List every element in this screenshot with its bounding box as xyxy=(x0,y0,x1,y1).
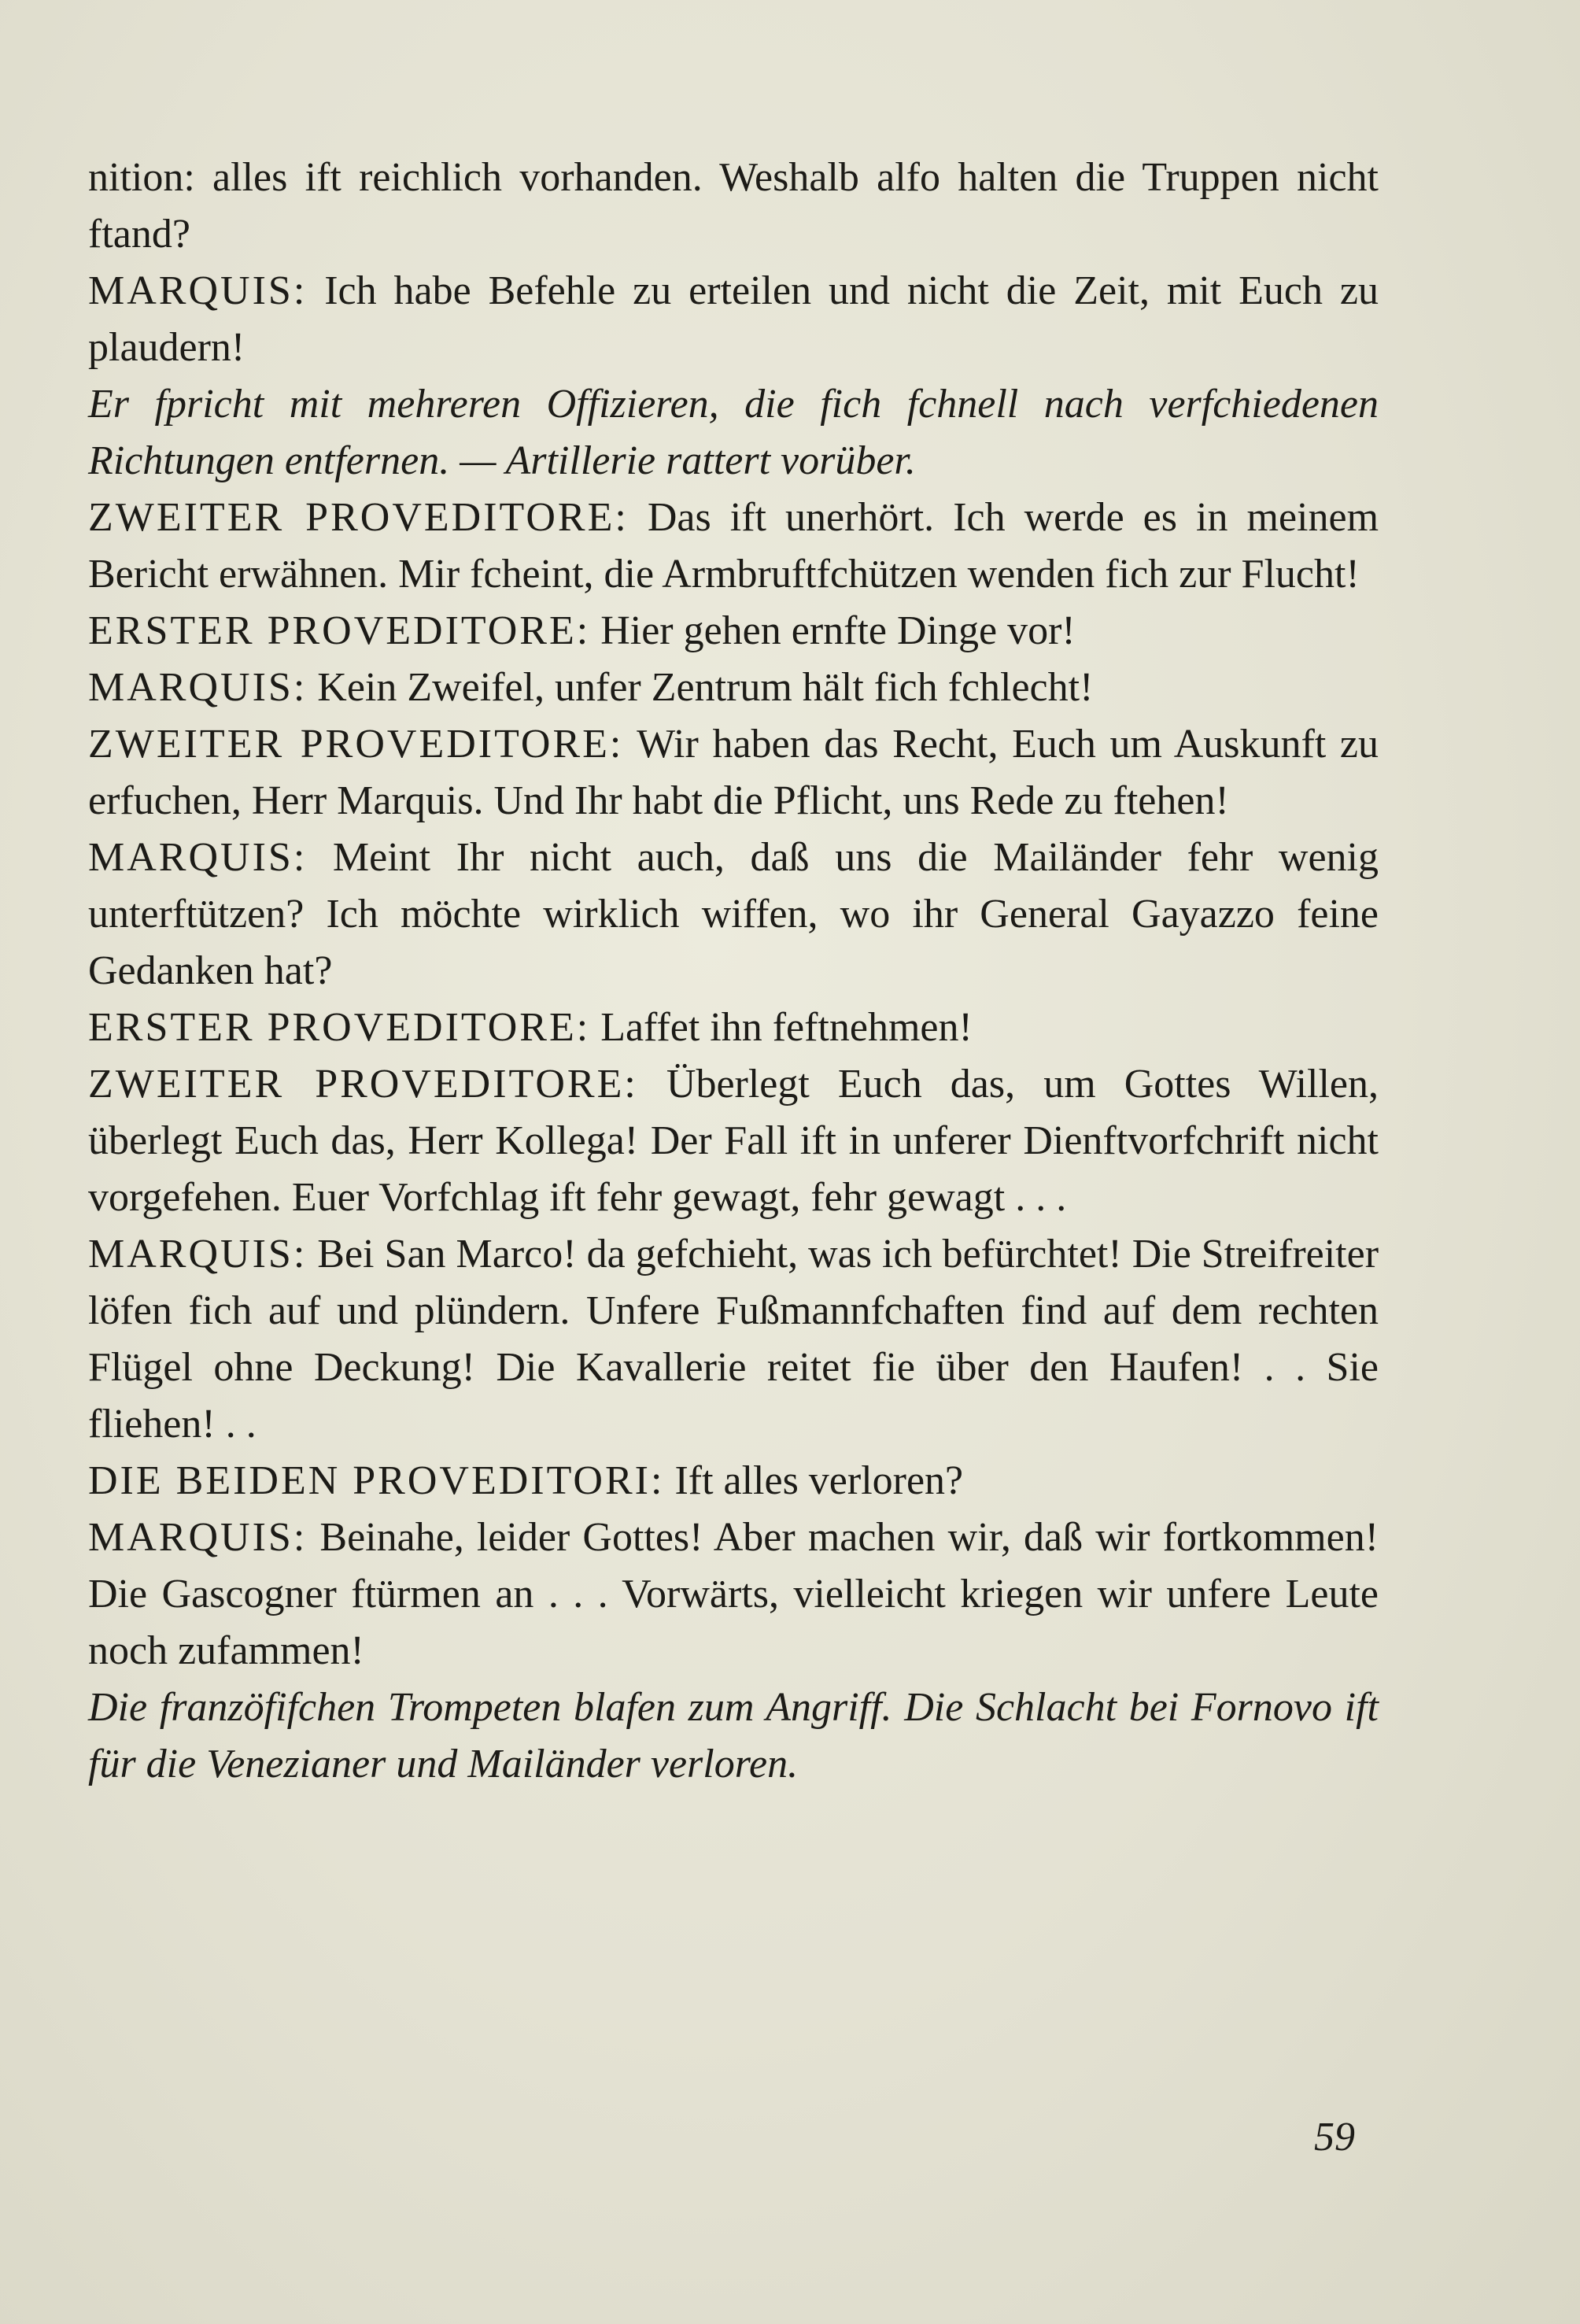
dialogue-text: Hier gehen ernfte Dinge vor! xyxy=(600,608,1076,653)
dialogue-text: Meint Ihr nicht auch, daß uns die Mailänder fehr wenig unterftützen? Ich möchte wirklich wiffen, wo ihr General Gayazzo feine Gedanken hat? xyxy=(88,835,1379,993)
speaker-name: ZWEITER PROVEDITORE: xyxy=(88,1062,638,1107)
speaker-name: MARQUIS: xyxy=(88,1515,308,1560)
dialogue-text: Bei San Marco! da gefchieht, was ich befürchtet! Die Streifreiter löfen fich auf und plündern. Unfere Fußmannfchaften find auf dem rechten Flügel ohne Deckung! Die Kavallerie reitet fie über den Haufen! . . Sie fliehen! . . xyxy=(88,1232,1379,1446)
dialogue-line xyxy=(88,829,1379,999)
speaker-name: MARQUIS: xyxy=(88,1232,308,1277)
dialogue-line xyxy=(88,660,1379,716)
dialogue-line xyxy=(88,1453,1379,1509)
dialogue-line xyxy=(88,999,1379,1056)
stage-direction-text: Die franzöfifchen Trompeten blafen zum Angriff. Die Schlacht bei Fornovo ift für die Venezianer und Mailänder verloren. xyxy=(88,1685,1379,1786)
dialogue-line xyxy=(88,716,1379,829)
dialogue-text: Überlegt Euch das, um Gottes Willen, überlegt Euch das, Herr Kollega! Der Fall ift in unferer Dienftvorfchrift nicht vorgefehen. Euer Vorfchlag ift fehr gewagt, fehr gewagt . . . xyxy=(88,1062,1379,1220)
text-block xyxy=(88,150,1379,1793)
dialogue-text: Kein Zweifel, unfer Zentrum hält fich fchlecht! xyxy=(317,665,1094,710)
paragraph-text: nition: alles ift reichlich vorhanden. Weshalb alfo halten die Truppen nicht ftand? xyxy=(88,155,1379,257)
dialogue-text: Das ift unerhört. Ich werde es in meinem Bericht erwähnen. Mir fcheint, die Armbruftfchützen wenden fich zur Flucht! xyxy=(88,495,1379,597)
dialogue-text: Wir haben das Recht, Euch um Auskunft zu erfuchen, Herr Marquis. Und Ihr habt die Pflicht, uns Rede zu ftehen! xyxy=(88,722,1379,823)
page-number: 59 xyxy=(1314,2115,1355,2160)
dialogue-text: Beinahe, leider Gottes! Aber machen wir, daß wir fortkommen! Die Gascogner ftürmen an . . . Vorwärts, vielleicht kriegen wir unfere Leute noch zufammen! xyxy=(88,1515,1379,1673)
dialogue-line xyxy=(88,1509,1379,1679)
dialogue-text: Ift alles verloren? xyxy=(674,1458,964,1503)
dialogue-line xyxy=(88,603,1379,660)
speaker-name: ZWEITER PROVEDITORE: xyxy=(88,495,629,540)
stage-direction xyxy=(88,376,1379,490)
speaker-name: ERSTER PROVEDITORE: xyxy=(88,1005,591,1050)
paragraph xyxy=(88,150,1379,263)
dialogue-line xyxy=(88,1226,1379,1453)
speaker-name: MARQUIS: xyxy=(88,835,308,880)
speaker-name: MARQUIS: xyxy=(88,268,308,313)
speaker-name: ZWEITER PROVEDITORE: xyxy=(88,722,624,767)
speaker-name: ERSTER PROVEDITORE: xyxy=(88,608,591,653)
stage-direction xyxy=(88,1679,1379,1793)
speaker-name: MARQUIS: xyxy=(88,665,308,710)
dialogue-line xyxy=(88,490,1379,603)
dialogue-text: Laffet ihn feftnehmen! xyxy=(600,1005,973,1050)
dialogue-text: Ich habe Befehle zu erteilen und nicht die Zeit, mit Euch zu plaudern! xyxy=(88,268,1379,370)
dialogue-line xyxy=(88,263,1379,376)
dialogue-line xyxy=(88,1056,1379,1226)
stage-direction-text: Er fpricht mit mehreren Offizieren, die fich fchnell nach verfchiedenen Richtungen entfernen. — Artillerie rattert vorüber. xyxy=(88,382,1379,483)
speaker-name: DIE BEIDEN PROVEDITORI: xyxy=(88,1458,665,1503)
